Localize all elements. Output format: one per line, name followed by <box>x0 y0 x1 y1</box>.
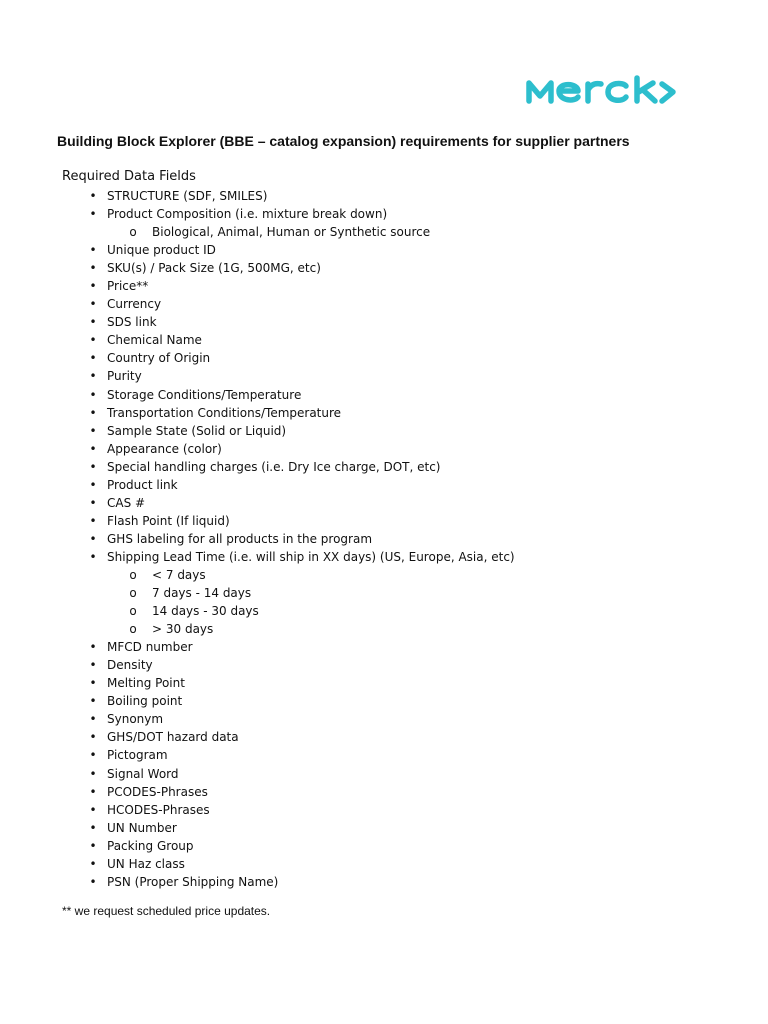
document-title: Building Block Explorer (BBE – catalog expansion) requirements for supplier partners <box>57 133 630 149</box>
list-item-text: Unique product ID <box>107 243 216 258</box>
bullet-icon: • <box>89 387 97 402</box>
bullet-icon: • <box>89 297 97 312</box>
list-item-text: Currency <box>107 297 162 312</box>
bullet-icon: • <box>89 856 97 871</box>
list-item <box>0 512 768 530</box>
list-item-text: Signal Word <box>107 766 179 781</box>
list-item-text: Price** <box>107 279 149 294</box>
list-item-text: Special handling charges (i.e. Dry Ice charge, DOT, etc) <box>107 459 441 474</box>
list-item <box>0 404 768 422</box>
list-item-text: < 7 days <box>152 567 206 582</box>
bullet-icon: • <box>89 694 97 709</box>
bullet-icon: • <box>89 802 97 817</box>
list-item <box>0 331 768 349</box>
list-item <box>0 801 768 819</box>
list-item <box>0 241 768 259</box>
list-item-text: Purity <box>107 369 142 384</box>
bullet-icon: • <box>89 315 97 330</box>
bullet-icon: • <box>89 712 97 727</box>
bullet-icon: • <box>89 459 97 474</box>
list-item-text: Flash Point (If liquid) <box>107 513 230 528</box>
bullet-icon: • <box>89 640 97 655</box>
list-item-text: GHS/DOT hazard data <box>107 730 239 745</box>
bullet-icon: • <box>89 477 97 492</box>
bullet-icon: • <box>89 676 97 691</box>
list-item-text: Sample State (Solid or Liquid) <box>107 423 287 438</box>
sub-list-item <box>0 584 768 602</box>
list-item-text: MFCD number <box>107 640 193 655</box>
list-item <box>0 494 768 512</box>
hollow-bullet-icon: o <box>129 622 137 637</box>
bullet-icon: • <box>89 820 97 835</box>
list-item-text: SKU(s) / Pack Size (1G, 500MG, etc) <box>107 261 321 276</box>
list-item <box>0 656 768 674</box>
list-item-text: HCODES-Phrases <box>107 802 210 817</box>
list-item <box>0 187 768 205</box>
list-item <box>0 205 768 223</box>
bullet-icon: • <box>89 874 97 889</box>
required-fields-list <box>0 187 768 891</box>
list-item-text: 14 days - 30 days <box>152 604 259 619</box>
list-item <box>0 837 768 855</box>
hollow-bullet-icon: o <box>129 604 137 619</box>
list-item <box>0 728 768 746</box>
list-item <box>0 710 768 728</box>
list-item-text: PSN (Proper Shipping Name) <box>107 874 279 889</box>
list-item <box>0 367 768 385</box>
bullet-icon: • <box>89 405 97 420</box>
bullet-icon: • <box>89 495 97 510</box>
list-item <box>0 819 768 837</box>
list-item-text: Country of Origin <box>107 351 211 366</box>
list-item-text: UN Haz class <box>107 856 185 871</box>
bullet-icon: • <box>89 243 97 258</box>
list-item <box>0 746 768 764</box>
bullet-icon: • <box>89 784 97 799</box>
list-item <box>0 765 768 783</box>
list-item <box>0 638 768 656</box>
list-item-text: Synonym <box>107 712 164 727</box>
bullet-icon: • <box>89 369 97 384</box>
sub-list-item <box>0 223 768 241</box>
list-item-text: Melting Point <box>107 676 185 691</box>
list-item <box>0 313 768 331</box>
footnote: ** we request scheduled price updates. <box>62 904 271 918</box>
list-item-text: CAS # <box>107 495 146 510</box>
bullet-icon: • <box>89 549 97 564</box>
hollow-bullet-icon: o <box>129 567 137 582</box>
list-item-text: Biological, Animal, Human or Synthetic source <box>152 225 431 240</box>
bullet-icon: • <box>89 279 97 294</box>
bullet-icon: • <box>89 658 97 673</box>
list-item-text: Density <box>107 658 153 673</box>
list-item-text: Product Composition (i.e. mixture break down) <box>107 207 388 222</box>
hollow-bullet-icon: o <box>129 225 137 240</box>
list-item <box>0 440 768 458</box>
sub-list-item <box>0 566 768 584</box>
bullet-icon: • <box>89 531 97 546</box>
bullet-icon: • <box>89 261 97 276</box>
list-item <box>0 674 768 692</box>
list-item <box>0 458 768 476</box>
hollow-bullet-icon: o <box>129 586 137 601</box>
list-item-text: 7 days - 14 days <box>152 586 252 601</box>
bullet-icon: • <box>89 766 97 781</box>
merck-logo <box>525 74 681 106</box>
list-item <box>0 277 768 295</box>
list-item-text: PCODES-Phrases <box>107 784 208 799</box>
bullet-icon: • <box>89 441 97 456</box>
bullet-icon: • <box>89 333 97 348</box>
sub-list-item <box>0 620 768 638</box>
sub-list-item <box>0 602 768 620</box>
list-item-text: GHS labeling for all products in the program <box>107 531 373 546</box>
list-item <box>0 476 768 494</box>
list-item <box>0 873 768 891</box>
list-item <box>0 783 768 801</box>
list-item-text: SDS link <box>107 315 157 330</box>
bullet-icon: • <box>89 207 97 222</box>
list-item-text: Pictogram <box>107 748 168 763</box>
list-item-text: Transportation Conditions/Temperature <box>107 405 342 420</box>
bullet-icon: • <box>89 730 97 745</box>
list-item-text: UN Number <box>107 820 177 835</box>
list-item <box>0 259 768 277</box>
list-item-text: Chemical Name <box>107 333 202 348</box>
list-item <box>0 422 768 440</box>
list-item-text: Shipping Lead Time (i.e. will ship in XX days) (US, Europe, Asia, etc) <box>107 549 515 564</box>
list-item <box>0 855 768 873</box>
list-item-text: STRUCTURE (SDF, SMILES) <box>107 189 268 203</box>
section-heading: Required Data Fields <box>62 169 196 184</box>
list-item-text: Packing Group <box>107 838 194 853</box>
list-item <box>0 692 768 710</box>
list-item <box>0 295 768 313</box>
bullet-icon: • <box>89 513 97 528</box>
bullet-icon: • <box>89 838 97 853</box>
list-item <box>0 530 768 548</box>
list-item <box>0 349 768 367</box>
list-item-text: Storage Conditions/Temperature <box>107 387 302 402</box>
list-item-text: Product link <box>107 477 178 492</box>
list-item-text: Appearance (color) <box>107 441 222 456</box>
list-item <box>0 548 768 566</box>
list-item-text: Boiling point <box>107 694 183 709</box>
bullet-icon: • <box>89 748 97 763</box>
bullet-icon: • <box>89 351 97 366</box>
list-item <box>0 386 768 404</box>
bullet-icon: • <box>89 423 97 438</box>
list-item-text: > 30 days <box>152 622 214 637</box>
bullet-icon: • <box>89 189 97 203</box>
